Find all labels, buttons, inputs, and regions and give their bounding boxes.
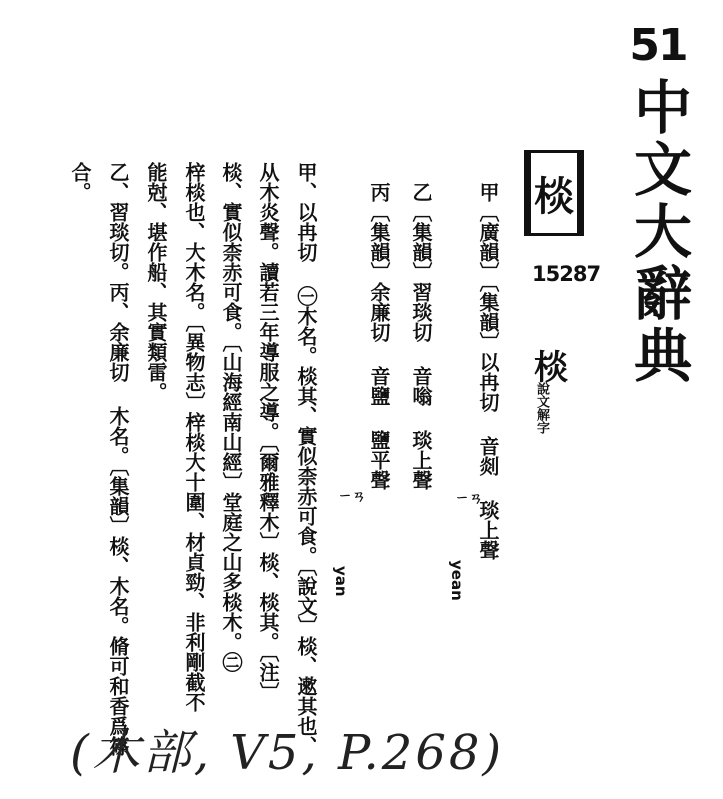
entry-number: 15287 xyxy=(532,262,601,286)
page-header xyxy=(626,20,690,387)
definition-col-7: 合。 xyxy=(68,162,92,202)
phonetic-2: ㄧㄢ xyxy=(338,489,366,505)
romanization-2: yan xyxy=(332,566,350,597)
definition-col-1: 甲、以冉切 ㊀木名。棪其、實似柰赤可食。〔說文〕棪、遬其也、 xyxy=(294,162,318,756)
headword-small: 棪 xyxy=(534,348,568,388)
definition-col-4: 梓棪也、大木名。〔異物志〕梓棪大十圍、材貞勁、非利剛截不 xyxy=(182,162,206,712)
pron-jia: 甲〔廣韻〕〔集韻〕以冉切 音剡 琰上聲 xyxy=(476,182,500,560)
definition-col-5: 能尅、堪作船、其實類雷。 xyxy=(144,162,168,402)
definition-col-2: 从木炎聲。讀若三年導服之導。〔爾雅釋木〕棪、棪其。〔注〕 xyxy=(256,162,280,702)
phonetic-1: ㄧㄢ xyxy=(455,491,483,507)
definition-col-6: 乙、習琰切。丙、余廉切 木名。〔集韻〕棪、木名。脩可和香爲篠 xyxy=(106,162,130,756)
headword-box xyxy=(524,150,584,236)
dictionary-title: 中文大辭典 xyxy=(624,77,692,387)
pron-yi: 乙〔集韻〕習琰切 音嗡 琰上聲 xyxy=(409,182,433,490)
shuowen-note: 說文解字 xyxy=(534,382,549,434)
page-number: 51 xyxy=(629,20,687,71)
pron-bing: 丙〔集韻〕余廉切 音鹽 鹽平聲 xyxy=(367,182,391,490)
romanization-1: yean xyxy=(448,560,466,601)
headword: 棪 xyxy=(534,172,574,220)
definition-col-3: 棪、實似柰赤可食。〔山海經南山經〕堂庭之山多棪木。㊁ xyxy=(219,162,243,672)
handwritten-annotation: (木部, V5, P.268) xyxy=(70,725,505,781)
